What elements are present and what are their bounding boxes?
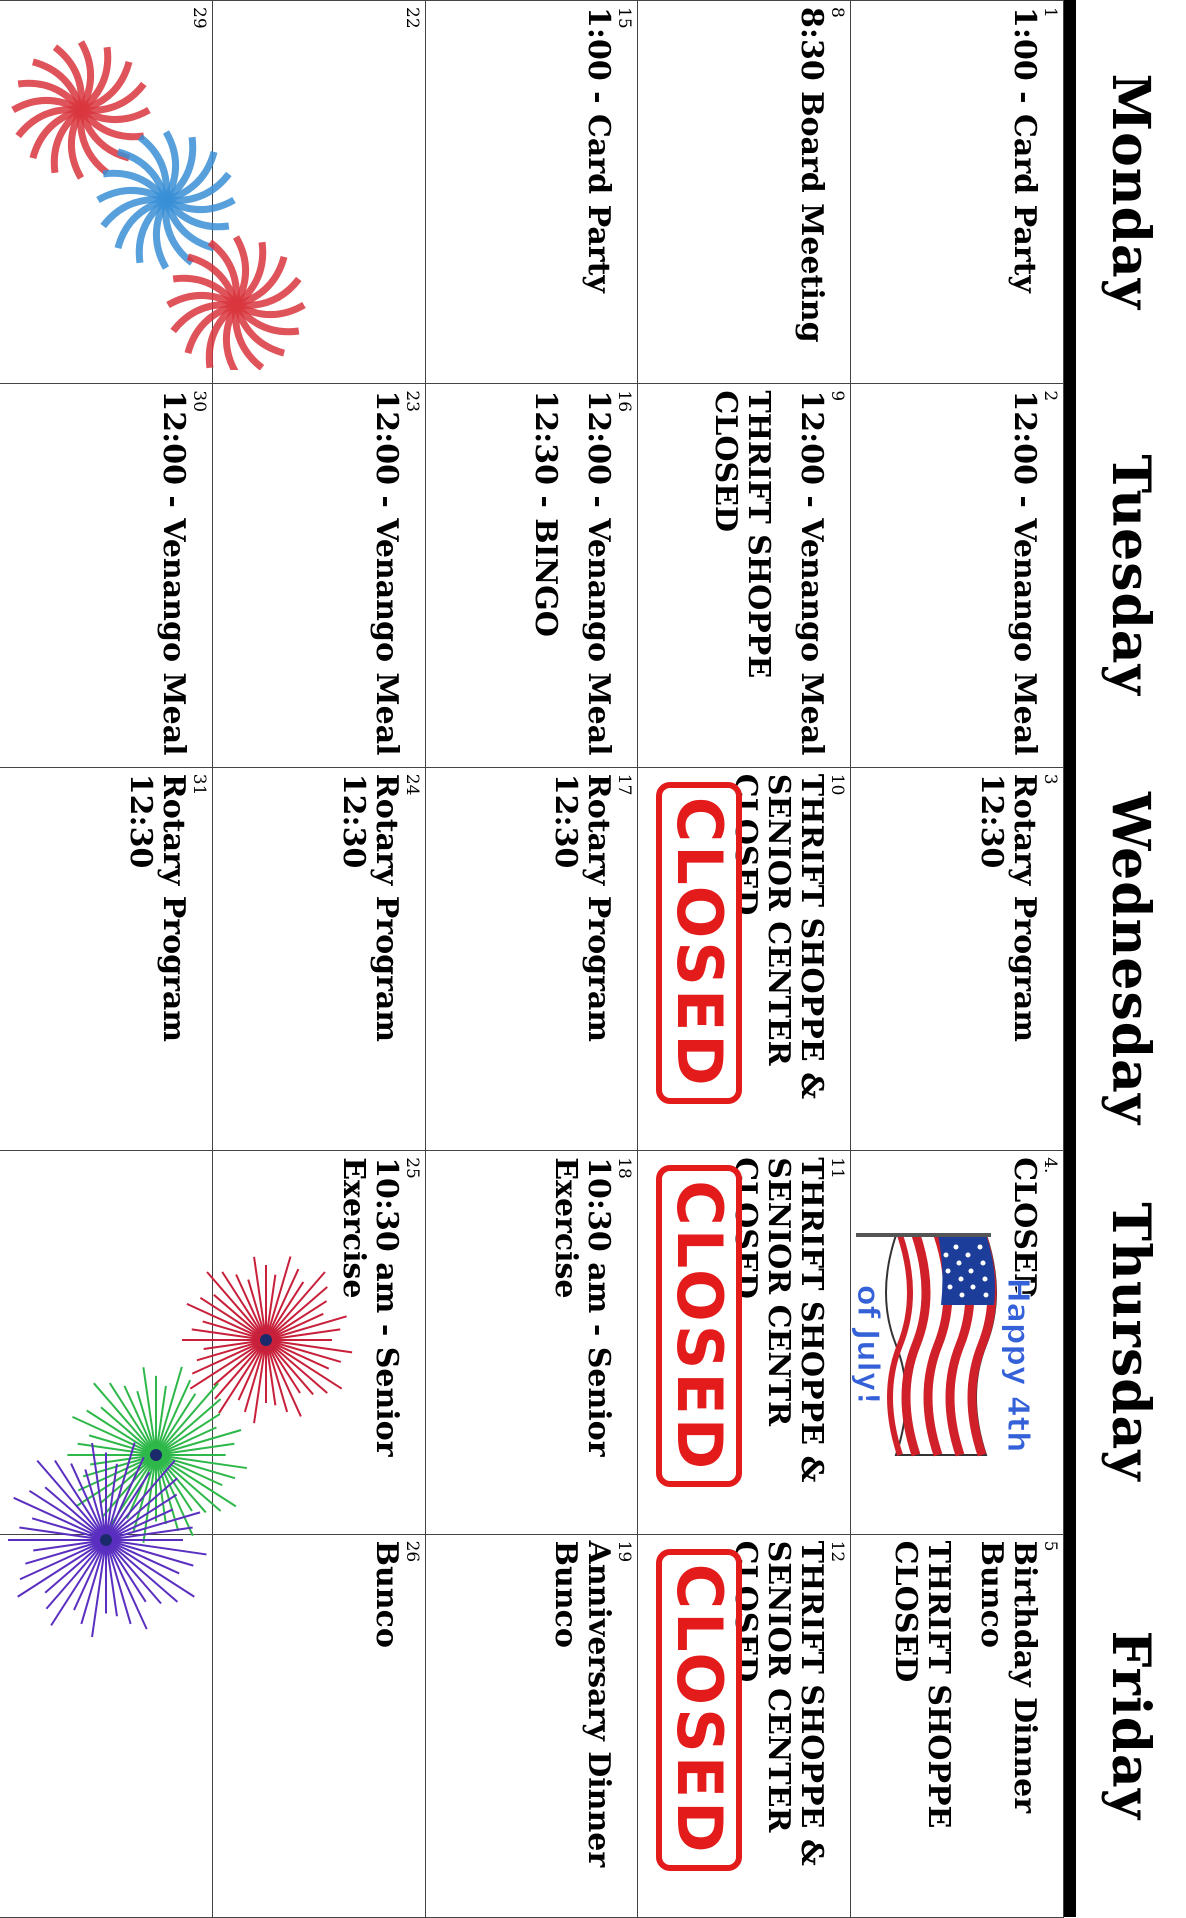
date-number: 31: [188, 773, 209, 796]
day-cell: [851, 1535, 1064, 1918]
date-number: 30: [188, 390, 209, 413]
july-4th-text-line1: Happy 4th: [1000, 1277, 1035, 1453]
date-number: 10: [827, 773, 848, 796]
calendar-event: 12:00 - Venango Meal: [368, 390, 404, 756]
header-divider: [1064, 0, 1076, 1917]
calendar-event: THRIFT SHOPPE CLOSED: [888, 1540, 956, 1829]
day-cell: [851, 1, 1064, 384]
calendar-event: 12:00 - Venango Meal: [1007, 390, 1042, 756]
weekday-tuesday: Tuesday: [1100, 454, 1162, 696]
date-number: 2: [1040, 390, 1060, 402]
day-cell: [213, 384, 426, 767]
date-number: 25: [401, 1157, 422, 1179]
day-cell: [213, 768, 426, 1151]
date-number: 22: [401, 7, 422, 29]
calendar-event: 12:00 - Venango Meal: [794, 390, 830, 756]
date-number: 24: [401, 773, 422, 796]
day-cell: [213, 1151, 426, 1534]
date-number: 23: [401, 390, 422, 413]
day-cell: [213, 1535, 426, 1918]
date-number: 9: [827, 390, 848, 402]
calendar-event: Bunco: [368, 1540, 404, 1648]
day-cell: [851, 768, 1064, 1151]
calendar-event: THRIFT SHOPPE & SENIOR CENTER CLOSED: [728, 773, 830, 1100]
closed-stamp: CLOSED: [656, 782, 742, 1104]
closed-stamp: CLOSED: [656, 1549, 742, 1871]
date-number: 12: [827, 1540, 848, 1563]
day-cell: [0, 384, 213, 767]
day-cell: [0, 1535, 213, 1918]
date-number: 19: [614, 1540, 635, 1563]
date-number: 17: [614, 773, 635, 796]
day-cell: [851, 1151, 1064, 1534]
calendar-event: 12:30 - BINGO: [528, 390, 564, 637]
weekday-friday: Friday: [1100, 1630, 1162, 1820]
calendar-event: 1:00 - Card Party: [581, 7, 617, 293]
day-cell: [851, 384, 1064, 767]
calendar-event: THRIFT SHOPPE CLOSED: [708, 390, 777, 679]
day-cell: [638, 1, 851, 384]
day-cell: [0, 768, 213, 1151]
calendar-event: 1:00 - Card Party: [1007, 7, 1042, 293]
july-4th-text-line2: of July!: [850, 1284, 885, 1406]
day-cell: [0, 1, 213, 384]
date-number: 11: [827, 1157, 848, 1179]
date-number: 18: [614, 1157, 635, 1179]
calendar-event: THRIFT SHOPPE & SENIOR CENTR CLOSED: [728, 1157, 830, 1483]
date-number: 16: [614, 390, 635, 413]
calendar-event: Rotary Program 12:30: [548, 773, 617, 1043]
day-cell: [638, 768, 851, 1151]
weekday-wednesday: Wednesday: [1100, 791, 1162, 1125]
calendar-event: Rotary Program 12:30: [974, 773, 1042, 1043]
calendar-event: Rotary Program 12:30: [335, 773, 404, 1043]
calendar-event: CLOSED: [1007, 1157, 1042, 1299]
day-cell: [426, 1535, 639, 1918]
date-number: 26: [401, 1540, 422, 1563]
calendar-event: 10:30 am - Senior Exercise: [548, 1157, 617, 1457]
calendar-event: Rotary Program 12:30: [122, 773, 191, 1043]
date-number: 5: [1040, 1540, 1060, 1552]
day-cell: [426, 1151, 639, 1534]
weekday-thursday: Thursday: [1100, 1202, 1162, 1482]
calendar-event: 10:30 am - Senior Exercise: [335, 1157, 404, 1457]
closed-stamp: CLOSED: [656, 1165, 742, 1487]
day-cell: [0, 1151, 213, 1534]
day-cell: [426, 384, 639, 767]
date-number: 15: [614, 7, 635, 29]
date-number: 4.: [1040, 1157, 1060, 1174]
calendar-event: Birthday Dinner Bunco: [974, 1540, 1042, 1814]
calendar-event: 12:00 - Venango Meal: [155, 390, 191, 756]
day-cell: [213, 1, 426, 384]
date-number: 1: [1040, 7, 1060, 18]
calendar-event: THRIFT SHOPPE & SENIOR CENTER CLOSED: [728, 1540, 830, 1866]
day-cell: [638, 1151, 851, 1534]
calendar-event: Anniversary Dinner Bunco: [548, 1540, 617, 1868]
day-cell: [426, 768, 639, 1151]
day-cell: [638, 384, 851, 767]
weekday-header-row: [1076, 0, 1186, 1917]
date-number: 29: [188, 7, 209, 29]
date-number: 8: [827, 7, 848, 18]
calendar-event: 8:30 Board Meeting: [794, 7, 830, 343]
day-cell: [638, 1535, 851, 1918]
date-number: 3: [1040, 773, 1060, 785]
weekday-monday: Monday: [1100, 73, 1162, 310]
day-cell: [426, 1, 639, 384]
calendar-event: 12:00 - Venango Meal: [581, 390, 617, 756]
